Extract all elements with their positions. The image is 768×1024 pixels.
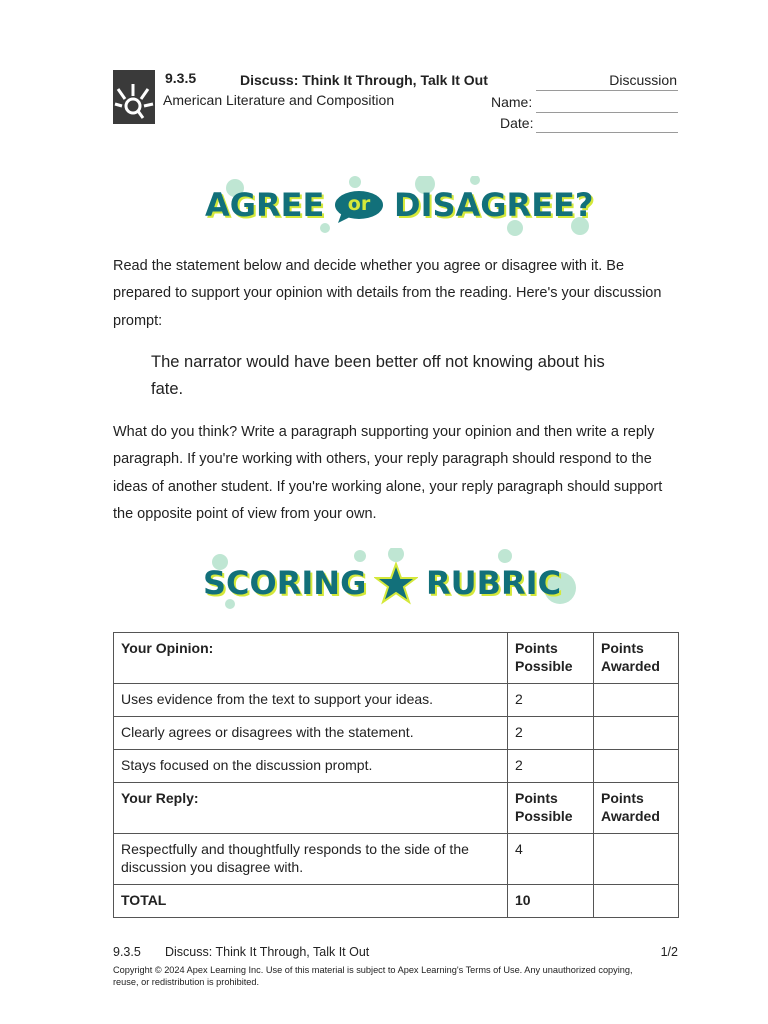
- course-name: American Literature and Composition: [163, 92, 395, 108]
- page-number: 1/2: [660, 945, 678, 959]
- intro-paragraph: Read the statement below and decide whether you agree or disagree with it. Be prepared to support your opinion with details from the reading. Here's your discussion prompt:: [113, 258, 662, 329]
- criterion-cell: Uses evidence from the text to support your ideas.: [114, 684, 508, 717]
- table-header-row: [114, 783, 679, 834]
- date-field[interactable]: [536, 132, 678, 133]
- awarded-cell[interactable]: [594, 834, 679, 885]
- scoring-rubric-table: [113, 632, 679, 918]
- points-cell: 2: [508, 750, 594, 783]
- total-label: TOTAL: [114, 885, 508, 918]
- table-row: [114, 834, 679, 885]
- disagree-word: DISAGREE?: [394, 186, 594, 224]
- section-heading-reply: Your Reply:: [114, 783, 508, 834]
- total-row: [114, 885, 679, 918]
- discussion-prompt: The narrator would have been better off not knowing about his fate.: [151, 353, 605, 398]
- criterion-cell: Clearly agrees or disagrees with the statement.: [114, 717, 508, 750]
- points-awarded-header: Points Awarded: [594, 633, 679, 684]
- name-field[interactable]: [536, 112, 678, 113]
- points-cell: 4: [508, 834, 594, 885]
- activity-type: Discussion: [609, 72, 677, 88]
- table-row: [114, 717, 679, 750]
- table-row: [114, 684, 679, 717]
- awarded-cell[interactable]: [594, 750, 679, 783]
- rubric-word: RUBRIC: [426, 564, 562, 602]
- points-possible-header: Points Possible: [508, 783, 594, 834]
- date-label: Date:: [500, 115, 534, 131]
- points-awarded-header: Points Awarded: [594, 783, 679, 834]
- copyright-notice: Copyright © 2024 Apex Learning Inc. Use of this material is subject to Apex Learning's Terms of Use. Any unauthorized copying, reuse, or redistribution is prohibited.: [113, 965, 633, 987]
- table-header-row: [114, 633, 679, 684]
- name-label: Name:: [491, 94, 533, 110]
- lesson-number: 9.3.5: [165, 70, 197, 86]
- agree-or-disagree-banner: [205, 176, 605, 236]
- footer-lesson-title: Discuss: Think It Through, Talk It Out: [165, 945, 370, 959]
- points-cell: 2: [508, 717, 594, 750]
- total-points: 10: [508, 885, 594, 918]
- scoring-word: SCORING: [203, 564, 367, 602]
- table-row: [114, 750, 679, 783]
- awarded-cell[interactable]: [594, 684, 679, 717]
- header-divider: [536, 90, 678, 91]
- total-awarded-cell[interactable]: [594, 885, 679, 918]
- instructions-paragraph: What do you think? Write a paragraph supporting your opinion and then write a reply paragraph. If you're working with others, your reply paragraph should respond to the ideas of another student. If you're working alone, your reply paragraph should support the opposite point of view from your own.: [113, 424, 663, 522]
- criterion-cell: Respectfully and thoughtfully responds to the side of the discussion you disagree with.: [114, 834, 508, 885]
- or-speech-bubble: [334, 190, 384, 224]
- awarded-cell[interactable]: [594, 717, 679, 750]
- scoring-rubric-banner: [200, 548, 585, 612]
- footer-lesson-number: 9.3.5: [113, 945, 141, 959]
- points-possible-header: Points Possible: [508, 633, 594, 684]
- points-cell: 2: [508, 684, 594, 717]
- section-heading-opinion: Your Opinion:: [114, 633, 508, 684]
- or-word: or: [347, 193, 371, 215]
- agree-word: AGREE: [205, 186, 325, 224]
- criterion-cell: Stays focused on the discussion prompt.: [114, 750, 508, 783]
- apex-logo-icon: [113, 70, 155, 124]
- star-icon: [374, 562, 418, 606]
- lesson-title: Discuss: Think It Through, Talk It Out: [240, 72, 488, 88]
